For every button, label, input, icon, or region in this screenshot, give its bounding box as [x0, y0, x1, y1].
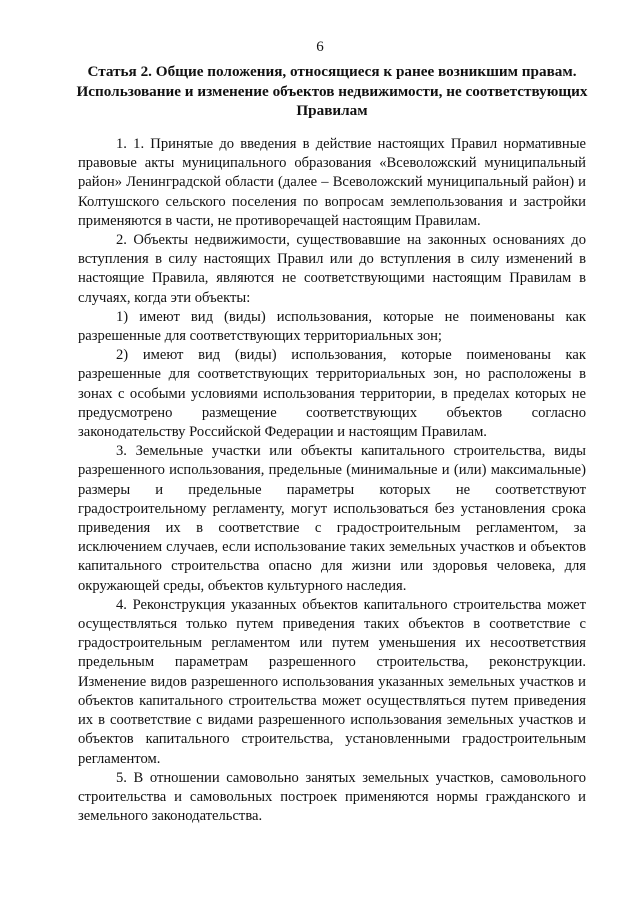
article-heading	[70, 62, 594, 121]
paragraph-clause-5: 5. В отношении самовольно занятых земельных участков, самовольного строительства и самовольных построек применяются нормы гражданского и земельного законодательства.	[78, 769, 586, 825]
paragraph-subclause-1: 1) имеют вид (виды) использования, которые не поименованы как разрешенные для соответствующих территориальных зон;	[78, 308, 586, 345]
article-heading-line-3: Правилам	[296, 102, 368, 119]
paragraph-subclause-2: 2) имеют вид (виды) использования, которые поименованы как разрешенные для соответствующих территориальных зон, но расположены в зонах с особыми условиями использования территории, в пределах которых не предусмотрено размещение соответствующих объектов согласно законодательству Российской Федерации и настоящим Правилам.	[78, 347, 586, 441]
paragraph-clause-4: 4. Реконструкция указанных объектов капитального строительства может осуществляться только путем приведения таких объектов в соответствие с градостроительным регламентом или путем уменьшения их несоответствия предельным параметрам разрешенного строительства, реконструкции. Изменение видов разрешенного использования указанных земельных участков и объектов капитального строительства может осуществляться путем приведения их в соответствие с видами разрешенного использования земельных участков и объектов капитального строительства, установленными градостроительным регламентом.	[78, 596, 586, 767]
article-body	[78, 135, 586, 826]
paragraph-clause-1: 1. 1. Принятые до введения в действие настоящих Правил нормативные правовые акты муниципального образования «Всеволожский муниципальный район» Ленинградской области (далее – Всеволожский муниципальный район) и Колтушского сельского поселения по вопросам землепользования и застройки применяются в части, не противоречащей настоящим Правилам.	[78, 136, 586, 229]
article-heading-line-1: Статья 2. Общие положения, относящиеся к ранее возникшим правам.	[87, 63, 577, 80]
article-heading-line-2: Использование и изменение объектов недвижимости, не соответствующих	[76, 82, 588, 100]
paragraph-clause-3: 3. Земельные участки или объекты капитального строительства, виды разрешенного использования, предельные (минимальные и (или) максимальные) размеры и предельные параметры которых не соответствуют градостроительному регламенту, могут использоваться без установления срока приведения их в соответствие с градостроительным регламентом, за исключением случаев, если использование таких земельных участков и объектов капитального строительства опасно для жизни или здоровья человека, для окружающей среды, объектов культурного наследия.	[78, 443, 586, 594]
page-number: 6	[316, 39, 324, 55]
paragraph-clause-2: 2. Объекты недвижимости, существовавшие на законных основаниях до вступления в силу настоящих Правил или до вступления в силу изменений в настоящие Правила, являются не соответствующими настоящим Правилам в случаях, когда эти объекты:	[78, 232, 586, 306]
